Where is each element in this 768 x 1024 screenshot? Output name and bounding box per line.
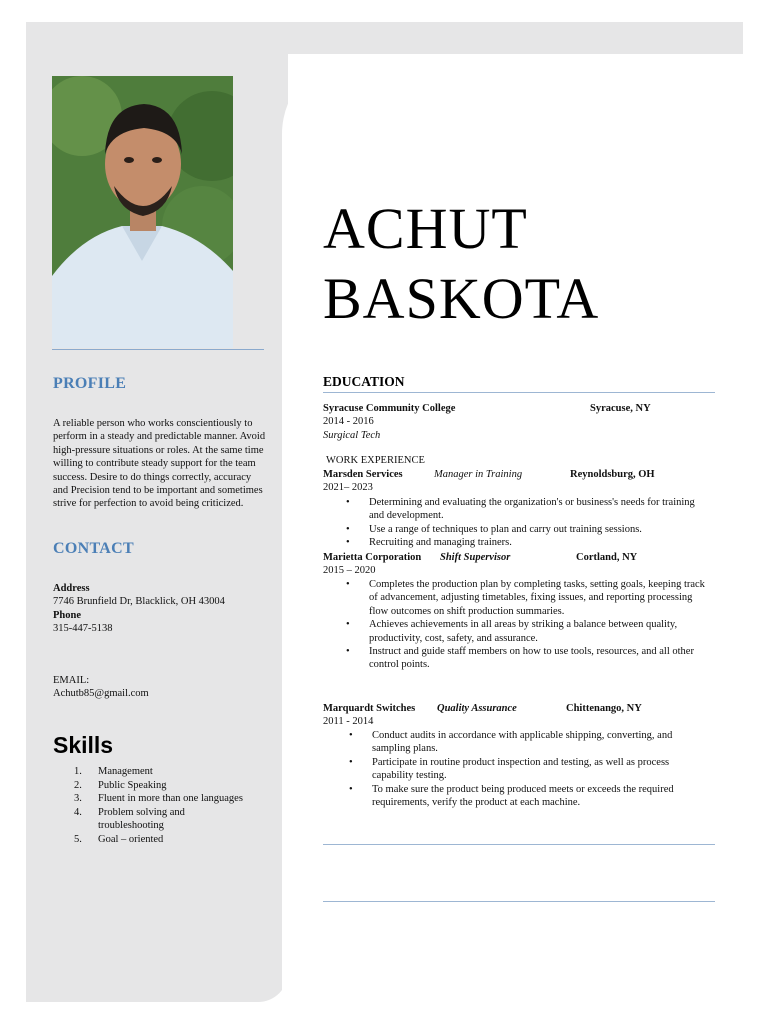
list-item: • Recruiting and managing trainers. [346, 536, 708, 549]
job-bullets [349, 729, 711, 809]
list-item: • Instruct and guide staff members on how to use tools, resources, and all other control points. [346, 645, 708, 672]
list-item: • To make sure the product being produced meets or exceeds the required requirements, verify the product at each machine. [349, 783, 711, 810]
job-years: 2011 - 2014 [323, 716, 374, 727]
last-name: BASKOTA [323, 266, 600, 331]
email-label: EMAIL: [53, 675, 90, 686]
profile-photo [52, 76, 233, 348]
skill-item: 5. Goal – oriented [74, 833, 164, 845]
school-location: Syracuse, NY [590, 403, 651, 414]
profile-text: A reliable person who works conscientiously to perform in a steady and predictable manner. Avoid high-pressure situations or roles. At the same time willing to contribute steady support for the team success. Desire to do things correctly, accuracy and Precision tend to be important and sometimes strive for perfection to avoid being criticized. [53, 418, 266, 510]
education-years: 2014 - 2016 [323, 416, 374, 427]
list-item: • Participate in routine product inspection and testing, as well as process capability testing. [349, 756, 711, 783]
skills-list [74, 765, 264, 846]
photo-divider [52, 349, 264, 350]
job-title: Shift Supervisor [440, 552, 511, 563]
address-value: 7746 Brunfield Dr, Blacklick, OH 43004 [53, 596, 225, 608]
job-years: 2015 – 2020 [323, 565, 376, 576]
skill-item: 2. Public Speaking [74, 779, 167, 791]
list-item: • Determining and evaluating the organization's or business's needs for training and development. [346, 496, 708, 523]
school-name: Syracuse Community College [323, 403, 456, 414]
job-company: Marquardt Switches [323, 703, 416, 714]
work-heading: WORK EXPERIENCE [326, 455, 425, 466]
job-years: 2021– 2023 [323, 482, 373, 493]
list-item: • Conduct audits in accordance with applicable shipping, converting, and sampling plans. [349, 729, 711, 756]
job-company: Marsden Services [323, 469, 403, 480]
education-program: Surgical Tech [323, 430, 381, 441]
list-item: • Completes the production plan by completing tasks, setting goals, keeping track of advancement, adjusting timetables, fixing issues, and reporting processing flow outcomes on shift production summaries. [346, 578, 708, 618]
email-block [53, 674, 267, 701]
education-rule [323, 392, 715, 393]
job-bullets [346, 578, 708, 672]
list-item: • Achieves achievements in all areas by striking a balance between quality, productivity, cost, safety, and assurance. [346, 618, 708, 645]
job-location: Reynoldsburg, OH [570, 469, 655, 480]
job-bullets [346, 496, 708, 550]
phone-label: Phone [53, 609, 82, 621]
contact-block [53, 582, 267, 636]
education-heading: EDUCATION [323, 374, 405, 389]
email-value[interactable]: Achutb85@gmail.com [53, 688, 149, 700]
job-title: Manager in Training [434, 469, 523, 480]
contact-heading: CONTACT [53, 540, 134, 557]
divider [323, 901, 715, 902]
skill-item: 3. Fluent in more than one languages [74, 793, 243, 804]
profile-heading: PROFILE [53, 375, 127, 392]
first-name: ACHUT [323, 196, 528, 261]
divider [323, 844, 715, 845]
phone-value: 315-447-5138 [53, 623, 113, 635]
skill-item: 1. Management [74, 766, 153, 777]
skills-heading: Skills [53, 732, 114, 758]
job-location: Chittenango, NY [566, 703, 642, 714]
job-title: Quality Assurance [437, 703, 517, 714]
list-item: • Use a range of techniques to plan and carry out training sessions. [346, 523, 708, 536]
address-label: Address [53, 583, 90, 594]
skill-item: 4. Problem solving and troubleshooting [74, 806, 185, 831]
job-location: Cortland, NY [576, 552, 638, 563]
job-company: Marietta Corporation [323, 552, 422, 563]
